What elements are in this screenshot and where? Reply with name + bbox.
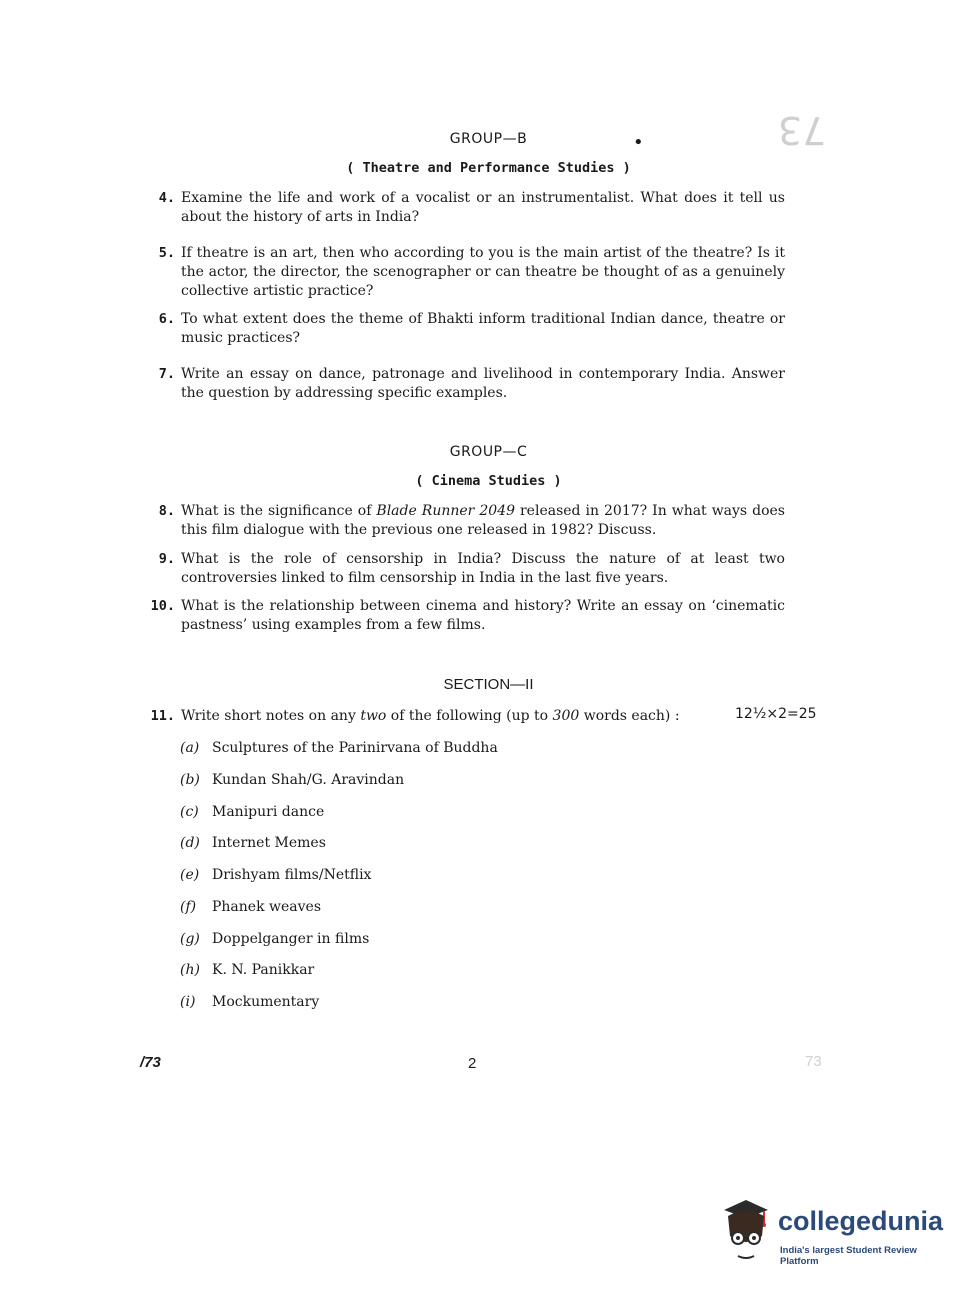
- option-h: (h) K. N. Panikkar: [180, 962, 315, 978]
- question-4: [145, 189, 785, 227]
- question-text: Write an essay on dance, patronage and livelihood in contemporary India. Answer the question by addressing specific examples.: [181, 366, 785, 401]
- option-e: (e) Drishyam films/Netflix: [180, 867, 372, 883]
- option-i: (i) Mockumentary: [180, 994, 320, 1010]
- group-c-subheading: ( Cinema Studies ): [415, 473, 562, 489]
- question-text: Write short notes on any two of the following (up to 300 words each) :: [181, 708, 680, 724]
- collegedunia-logo: [716, 1196, 956, 1266]
- mascot-icon: [716, 1196, 776, 1266]
- option-g: (g) Doppelganger in films: [180, 931, 370, 947]
- question-number: 10.: [150, 598, 175, 614]
- question-number: 5.: [158, 245, 175, 261]
- question-text: What is the significance of Blade Runner 2049 released in 2017? In what ways does this film dialogue with the previous one released in 1982? Discuss.: [181, 503, 785, 538]
- question-text: What is the relationship between cinema and history? Write an essay on ‘cinematic pastness’ using examples from a few films.: [181, 598, 785, 633]
- question-number: 11.: [150, 708, 175, 724]
- logo-tagline: India's largest Student Review Platform: [780, 1245, 917, 1267]
- marks-allocation: 12½×2=25: [735, 706, 817, 722]
- section-ii-heading: SECTION—II: [443, 676, 534, 693]
- group-c-heading: GROUP—C: [449, 444, 528, 460]
- question-6: [145, 310, 785, 348]
- corner-page-code: 73: [778, 108, 827, 152]
- question-10: [145, 597, 785, 635]
- question-11: [145, 707, 705, 726]
- question-number: 6.: [158, 311, 175, 327]
- film-title: Blade Runner 2049: [376, 503, 515, 519]
- faint-paper-code: 73: [805, 1053, 822, 1070]
- question-text: To what extent does the theme of Bhakti inform traditional Indian dance, theatre or music practices?: [181, 311, 785, 346]
- question-number: 7.: [158, 366, 175, 382]
- question-7: [145, 365, 785, 403]
- option-a: (a) Sculptures of the Parinirvana of Buddha: [180, 740, 498, 756]
- option-f: (f) Phanek weaves: [180, 899, 322, 915]
- page-number: 2: [468, 1055, 477, 1072]
- question-9: [145, 550, 785, 588]
- question-number: 8.: [158, 503, 175, 519]
- option-d: (d) Internet Memes: [180, 835, 326, 851]
- logo-name: collegedunia: [778, 1206, 944, 1236]
- question-text: If theatre is an art, then who according to you is the main artist of the theatre? Is it the actor, the director, the scenographer or can theatre be thought of as a genuinely collective artistic practice?: [181, 245, 785, 299]
- stray-dot: •: [633, 132, 644, 153]
- question-text: Examine the life and work of a vocalist or an instrumentalist. What does it tell us about the history of arts in India?: [181, 190, 785, 225]
- question-5: [145, 244, 785, 301]
- question-number: 9.: [158, 551, 175, 567]
- option-c: (c) Manipuri dance: [180, 804, 325, 820]
- group-b-heading: GROUP—B: [449, 131, 528, 147]
- group-b-subheading: ( Theatre and Performance Studies ): [346, 160, 631, 176]
- question-text: What is the role of censorship in India? Discuss the nature of at least two controversies linked to film censorship in India in the last five years.: [181, 551, 785, 586]
- question-8: [145, 502, 785, 540]
- question-number: 4.: [158, 190, 175, 206]
- option-b: (b) Kundan Shah/G. Aravindan: [180, 772, 405, 788]
- paper-code: /73: [140, 1054, 161, 1071]
